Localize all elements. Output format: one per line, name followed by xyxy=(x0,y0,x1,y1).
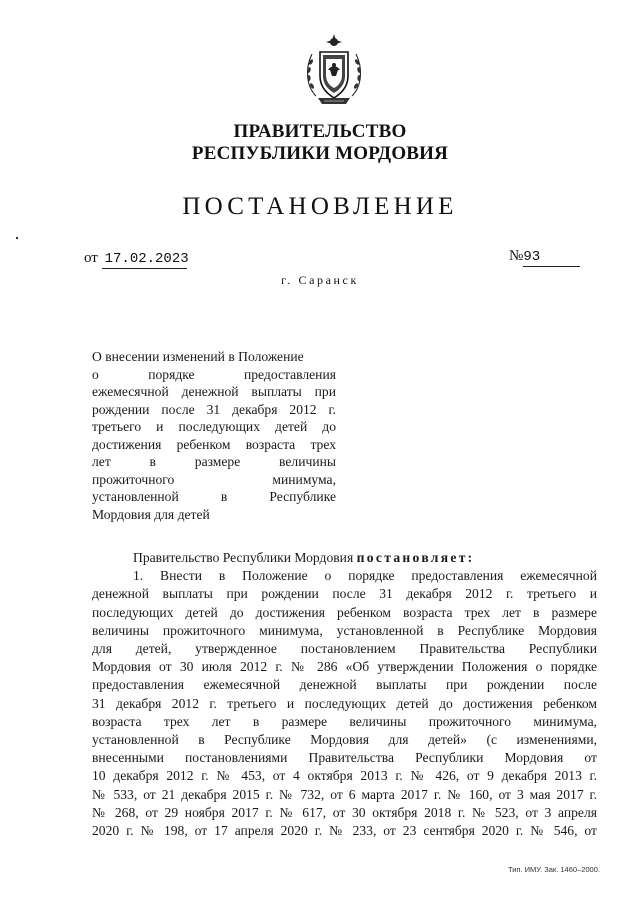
body-line: величины прожиточного минимума, установленной в Республике Мордовия xyxy=(92,622,597,638)
intro-text: Правительство Республики Мордовия xyxy=(133,550,354,565)
subject-line: прожиточного минимума, xyxy=(92,471,336,487)
body-line: установленной в Республике Мордовия для детей» (с изменениями, xyxy=(92,732,597,748)
body-line: 31 декабря 2012 г. третьего и последующих детей до достижения ребенком xyxy=(92,695,597,711)
number-value: 93 xyxy=(523,248,580,267)
body-line: денежной выплаты при рождении после 31 декабря 2012 г. третьего и xyxy=(92,586,597,602)
number-prefix: № xyxy=(509,248,524,264)
body-intro xyxy=(92,549,597,567)
date-value: 17.02.2023 xyxy=(102,250,187,269)
print-info: Тип. ИМУ. Зак. 1460–2000. xyxy=(507,865,600,874)
subject-line: ежемесячной денежной выплаты при xyxy=(92,384,336,399)
body-line: возраста трех лет в размере величины прожиточного минимума, xyxy=(92,713,597,729)
subject-line: третьего и последующих детей до xyxy=(92,419,336,434)
body-line: последующих детей до достижения ребенком возраста трех лет в размере xyxy=(92,604,597,620)
document-kind: ПОСТАНОВЛЕНИЕ xyxy=(182,193,458,220)
scan-mark xyxy=(16,237,18,239)
subject-line: о порядке предоставления xyxy=(92,366,336,382)
subject-line: О внесении изменений в Положение xyxy=(92,349,304,364)
subject-line: Мордовия для детей xyxy=(92,506,210,522)
document-number xyxy=(509,247,580,267)
subject-line: рождении после 31 декабря 2012 г. xyxy=(92,401,336,417)
body-line: Мордовия от 30 июля 2012 г. № 286 «Об утверждении Положения о порядке xyxy=(92,659,597,675)
date-prefix: от xyxy=(84,250,98,266)
document-date xyxy=(84,249,187,269)
subject-line: установленной в Республике xyxy=(92,489,336,504)
body-line: для детей, утвержденное постановлением Правительства Республики xyxy=(92,641,597,657)
government-title-line1: ПРАВИТЕЛЬСТВО xyxy=(233,121,407,142)
subject-line: лет в размере величины xyxy=(92,454,336,469)
body-line: № 268, от 29 ноября 2017 г. № 617, от 30 октября 2018 г. № 523, от 3 апреля xyxy=(92,804,597,820)
body-line: 1. Внести в Положение о порядке предоставления ежемесячной xyxy=(133,568,597,584)
city: г. Саранск xyxy=(281,273,359,287)
coat-of-arms-icon xyxy=(302,32,366,110)
body-line: предоставления ежемесячной денежной выплаты при рождении после xyxy=(92,677,597,693)
intro-emphasis: постановляет: xyxy=(356,550,475,565)
document-body xyxy=(92,549,597,840)
document-subject xyxy=(92,348,336,523)
body-line: 10 декабря 2012 г. № 453, от 4 октября 2013 г. № 426, от 9 декабря 2013 г. xyxy=(92,768,597,784)
body-line: № 533, от 21 декабря 2015 г. № 732, от 6 марта 2017 г. № 160, от 3 мая 2017 г. xyxy=(92,786,597,802)
body-line: внесенными постановлениями Правительства Республики Мордовия от xyxy=(92,750,597,766)
body-line: 2020 г. № 198, от 17 апреля 2020 г. № 233, от 23 сентября 2020 г. № 546, от xyxy=(92,823,597,839)
subject-line: достижения ребенком возраста трех xyxy=(92,436,336,452)
government-title-line2: РЕСПУБЛИКИ МОРДОВИЯ xyxy=(191,143,449,164)
